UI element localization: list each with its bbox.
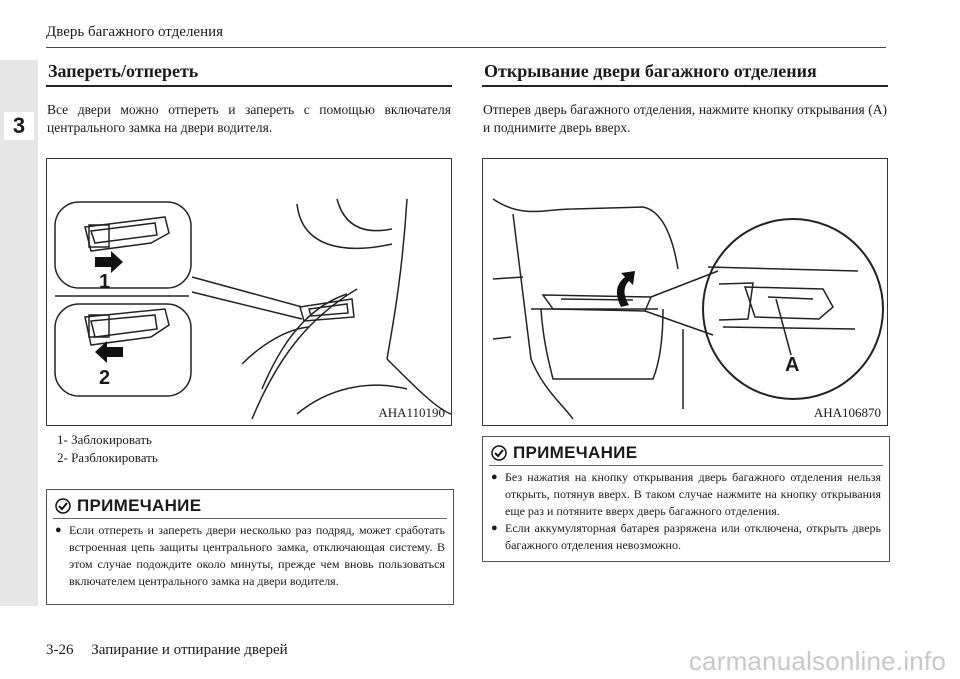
legend-list bbox=[57, 431, 158, 467]
legend-item-unlock: 2- Разблокировать bbox=[57, 450, 158, 465]
lock-paragraph: Все двери можно отпереть и запереть с помощью включателя центрального замка на двери водителя. bbox=[47, 102, 451, 135]
check-pencil-icon bbox=[55, 498, 71, 514]
section-title-tailgate: Открывание двери багажного отделения bbox=[484, 61, 817, 81]
note-rule bbox=[489, 465, 883, 466]
watermark: carmanualsonline.info bbox=[688, 646, 946, 676]
tailgate-paragraph: Отперев дверь багажного отделения, нажмите кнопку открывания (A) и поднимите дверь вверх. bbox=[483, 102, 887, 135]
note-title: ПРИМЕЧАНИЕ bbox=[77, 496, 202, 515]
note-box-right bbox=[482, 436, 890, 562]
section-title-lock: Запереть/отпереть bbox=[48, 61, 199, 81]
arrow-lock-icon bbox=[95, 251, 123, 273]
chapter-sidebar bbox=[0, 60, 38, 606]
callout-2: 2 bbox=[99, 367, 111, 389]
tailgate-figure bbox=[482, 158, 888, 426]
note-header bbox=[55, 496, 201, 516]
callout-a: A bbox=[785, 354, 800, 376]
note-item: ● Если аккумуляторная батарея разряжена или отключена, открыть дверь багажного отделения невозможно. bbox=[491, 520, 881, 554]
door-switch-figure bbox=[46, 158, 452, 426]
callout-1: 1 bbox=[99, 271, 111, 293]
header-rule bbox=[46, 47, 886, 48]
note-item: ● Без нажатия на кнопку открывания дверь багажного отделения нельзя открыть, потянув вверх. В таком случае нажмите на кнопку открывания еще раз и потяните вверх дверь багажного отделения. bbox=[491, 469, 881, 520]
figure-code-right: AHA106870 bbox=[813, 405, 881, 420]
note-list bbox=[55, 522, 445, 590]
note-item: ● Если отперeть и запереть двери несколько раз подряд, может сработать встроенная цепь защиты центрального замка, отключающая систему. В этом случае подождите около минуты, прежде чем вновь пользоваться включателем центрального замка на двери водителя. bbox=[55, 522, 445, 590]
arrow-lift-icon bbox=[617, 271, 635, 307]
running-header: Дверь багажного отделения bbox=[46, 24, 224, 40]
page-number: 3-26 bbox=[46, 642, 74, 658]
note-rule bbox=[53, 518, 447, 519]
legend-item-lock: 1- Заблокировать bbox=[57, 432, 152, 447]
note-title: ПРИМЕЧАНИЕ bbox=[513, 443, 638, 462]
section-rule-tailgate bbox=[482, 85, 888, 87]
figure-code-left: AHA110190 bbox=[378, 405, 445, 420]
note-header bbox=[491, 443, 637, 463]
section-rule-lock bbox=[46, 85, 452, 87]
page-footer bbox=[46, 642, 288, 659]
note-box-left bbox=[46, 489, 454, 605]
footer-chapter-title: Запирание и отпирание дверей bbox=[91, 642, 288, 658]
chapter-tab: 3 bbox=[4, 112, 34, 140]
note-list bbox=[491, 469, 881, 554]
tailgate-illustration bbox=[483, 159, 887, 425]
check-pencil-icon bbox=[491, 445, 507, 461]
